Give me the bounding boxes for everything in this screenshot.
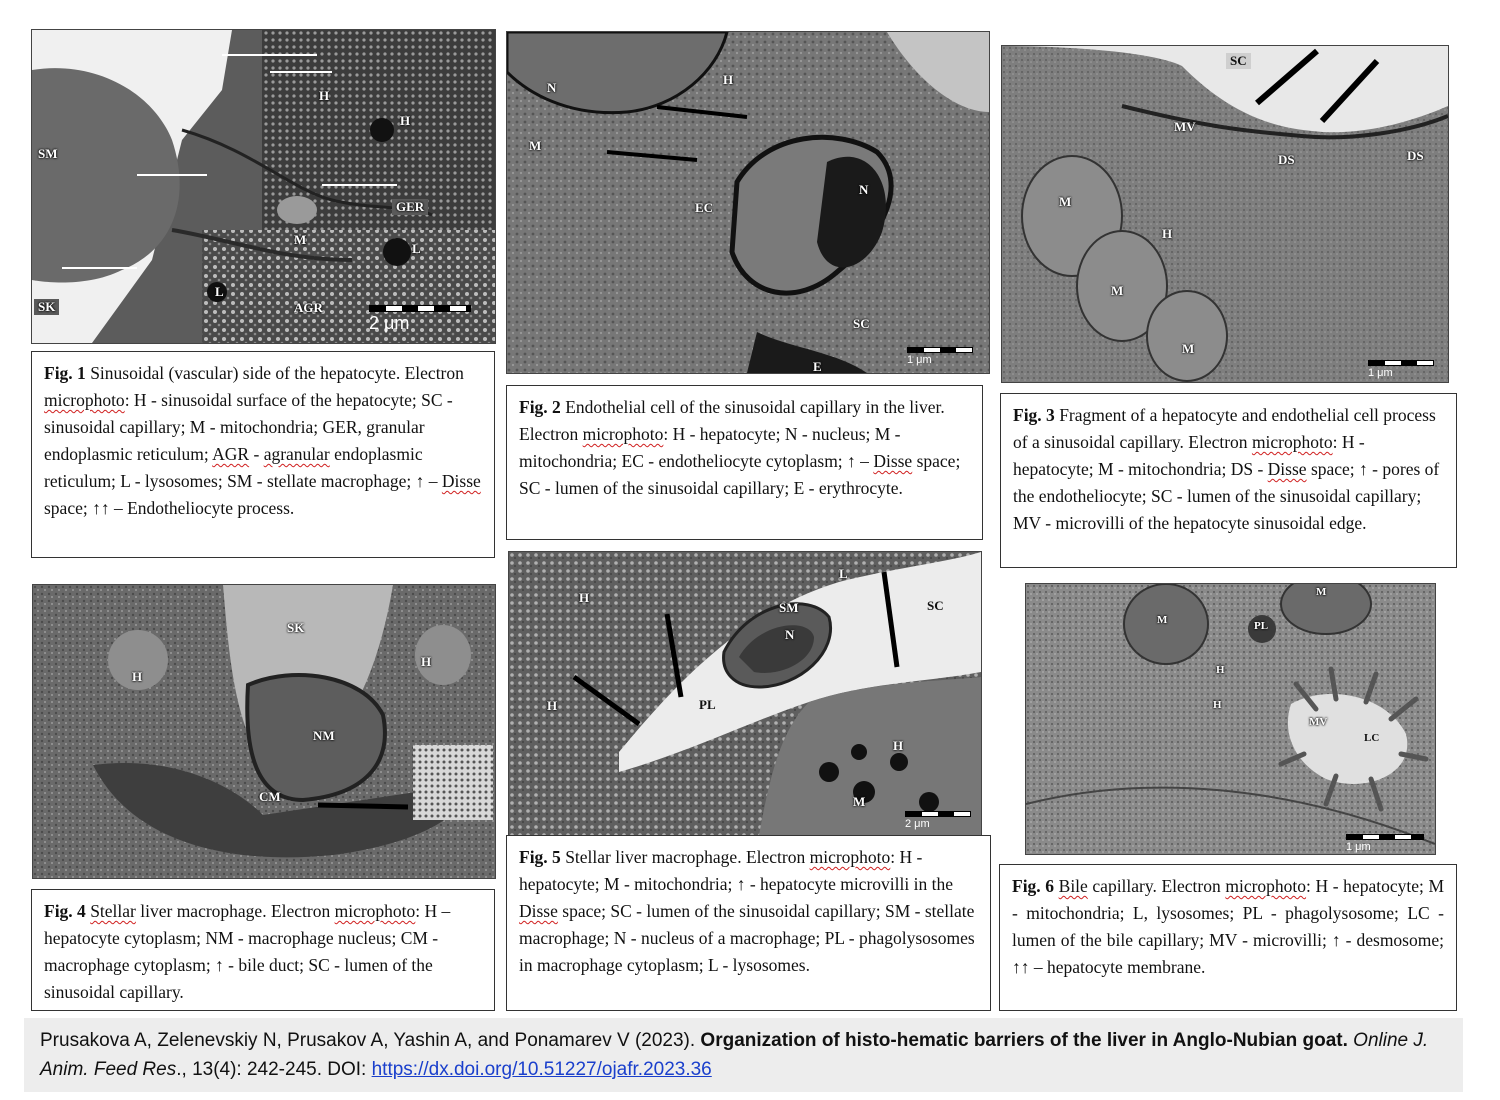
fig1-label-sm: SM <box>38 146 58 161</box>
fig2-label-ec: EC <box>695 200 714 215</box>
citation-footer <box>24 1018 1463 1092</box>
fig6-caption-number: Fig. 6 <box>1012 876 1055 896</box>
citation-doi-link[interactable]: https://dx.doi.org/10.51227/ojafr.2023.36 <box>371 1059 712 1080</box>
caption-text: - <box>249 444 264 464</box>
caption-text: : H - hepatocyte; M - mitochondria; L, lysosomes; PL - phagolysosome; LC - lumen of the bile capillary; MV - microvilli; ↑ - desmosome; ↑↑ – hepatocyte membrane. <box>1012 876 1445 977</box>
fig5-label-h: H <box>547 698 558 713</box>
fig1-label-h: H <box>400 113 411 128</box>
fig6-label-h: H <box>1216 664 1225 676</box>
fig6-label-pl: PL <box>1254 620 1269 632</box>
caption-text: space; ↑↑ – Endotheliocyte process. <box>44 498 295 518</box>
caption-text: : H - sinusoidal surface of the hepatocyte; SC - sinusoidal capillary; M - mitochondria; GER, granular endoplasmic reticulum; <box>44 390 453 464</box>
caption-text: space; ↑ - pores of the endotheliocyte; SC - lumen of the sinusoidal capillary; MV - microvilli of the hepatocyte sinusoidal edge. <box>1013 459 1440 533</box>
fig1-micrograph <box>31 29 496 344</box>
fig1-label-l: L <box>412 241 421 256</box>
caption-word: microphoto <box>809 847 891 867</box>
fig6-micrograph <box>1025 583 1436 855</box>
fig3-caption-number: Fig. 3 <box>1013 405 1055 425</box>
fig2-scale-bar <box>907 347 973 366</box>
fig5-caption <box>506 835 991 1011</box>
fig5-label-h: H <box>579 590 590 605</box>
citation-title: Organization of histo-hematic barriers of the liver in Anglo-Nubian goat. <box>700 1030 1348 1051</box>
fig4-caption-number: Fig. 4 <box>44 901 86 921</box>
fig1-label-h: H <box>319 88 330 103</box>
fig2-label-h: H <box>723 72 734 87</box>
caption-text: space; SC - lumen of the sinusoidal capillary; E - erythrocyte. <box>519 451 961 498</box>
fig5-caption-number: Fig. 5 <box>519 847 561 867</box>
caption-text: : H - hepatocyte; M - mitochondria; DS - <box>1013 432 1365 479</box>
caption-word: Disse <box>1267 459 1307 479</box>
fig3-label-m: M <box>1059 194 1072 209</box>
fig2-micrograph-drawing <box>507 32 989 373</box>
caption-word: Bile <box>1058 876 1088 896</box>
citation-journal: Online J. Anim. Feed Res <box>40 1030 1429 1080</box>
fig3-label-sc: SC <box>1226 53 1251 69</box>
caption-text: Endothelial cell of the sinusoidal capillary in the liver. Electron <box>519 397 945 444</box>
fig3-label-ds: DS <box>1407 148 1424 163</box>
caption-word: Disse <box>441 471 481 491</box>
caption-text: space; SC - lumen of the sinusoidal capillary; SM - stellate macrophage; N - nucleus of a macrophage; PL - phagolysosomes in macrophage cytoplasm; L - lysosomes. <box>519 901 975 975</box>
citation-details: ., 13(4): 242-245. DOI: <box>176 1059 372 1080</box>
caption-word: agranular <box>263 444 330 464</box>
fig3-label-m: M <box>1182 341 1195 356</box>
fig4-label-h: H <box>421 654 432 669</box>
fig3-scale-label: 1 μm <box>1368 367 1393 379</box>
fig3-label-m: M <box>1111 283 1124 298</box>
fig3-micrograph <box>1001 45 1449 383</box>
fig6-label-m: M <box>1157 614 1168 626</box>
fig6-caption <box>999 864 1457 1011</box>
fig5-scale-label: 2 μm <box>905 818 930 830</box>
fig1-scale-label: 2 μm <box>369 313 410 333</box>
caption-word: Stellar <box>90 901 136 921</box>
fig1-label-ger: GER <box>392 199 428 215</box>
caption-word: microphoto <box>582 424 664 444</box>
fig2-caption-number: Fig. 2 <box>519 397 561 417</box>
fig2-micrograph <box>506 31 990 374</box>
caption-word: microphoto <box>1251 432 1333 452</box>
caption-word: microphoto <box>1225 876 1307 896</box>
fig2-label-n: N <box>547 80 557 95</box>
fig5-micrograph <box>508 551 982 836</box>
caption-word: microphoto <box>334 901 416 921</box>
caption-word: Disse <box>519 901 558 921</box>
fig2-label-e: E <box>813 359 822 374</box>
fig5-label-pl: PL <box>699 697 716 712</box>
fig4-label-nm: NM <box>313 728 335 743</box>
fig5-label-sc: SC <box>927 598 944 613</box>
caption-word: Disse <box>873 451 913 471</box>
fig2-label-n: N <box>859 182 869 197</box>
caption-text: Fragment of a hepatocyte and endothelial cell process of a sinusoidal capillary. Electron <box>1013 405 1436 452</box>
fig1-label-agr: AGR <box>294 300 323 315</box>
fig1-caption-number: Fig. 1 <box>44 363 86 383</box>
fig4-label-h: H <box>132 669 143 684</box>
fig5-label-l: L <box>839 566 848 581</box>
fig4-micrograph-drawing <box>33 585 495 878</box>
fig3-caption <box>1000 393 1457 568</box>
citation-authors: Prusakova A, Zelenevskiy N, Prusakov A, Yashin A, and Ponamarev V (2023). <box>40 1030 701 1051</box>
caption-word: microphoto <box>44 390 125 410</box>
fig6-label-h: H <box>1213 699 1222 711</box>
fig3-label-mv: MV <box>1174 119 1196 134</box>
caption-text: : H – hepatocyte cytoplasm; NM - macrophage nucleus; CM - macrophage cytoplasm; ↑ - bile duct; SC - lumen of the sinusoidal capillary. <box>44 901 451 1002</box>
caption-text: capillary. Electron <box>1087 876 1226 896</box>
fig1-label-m: M <box>294 232 307 247</box>
fig2-label-sc: SC <box>853 316 870 331</box>
fig4-label-cm: CM <box>259 789 281 804</box>
caption-text: endoplasmic reticulum; L - lysosomes; SM - stellate macrophage; ↑ – <box>44 444 442 491</box>
fig6-micrograph-drawing <box>1026 584 1435 854</box>
fig5-scale-bar <box>905 811 971 830</box>
fig1-label-l: L <box>215 284 224 299</box>
fig5-label-h: H <box>893 738 904 753</box>
fig6-label-lc: LC <box>1364 732 1380 744</box>
fig2-caption <box>506 385 983 540</box>
fig3-scale-bar <box>1368 360 1434 379</box>
caption-text: : H - hepatocyte; M - mitochondria; ↑ - hepatocyte microvilli in the <box>519 847 953 894</box>
fig3-micrograph-drawing <box>1002 46 1448 382</box>
fig5-label-sm: SM <box>779 600 799 615</box>
fig1-caption <box>31 351 495 558</box>
fig4-label-sk: SK <box>287 620 305 635</box>
fig5-label-m: M <box>853 794 866 809</box>
fig5-label-n: N <box>785 627 795 642</box>
fig6-scale-bar <box>1346 834 1424 853</box>
fig2-scale-label: 1 μm <box>907 354 932 366</box>
caption-text: Sinusoidal (vascular) side of the hepatocyte. Electron <box>85 363 464 383</box>
caption-text: liver macrophage. Electron <box>135 901 335 921</box>
fig6-label-m: M <box>1316 586 1327 598</box>
fig4-micrograph <box>32 584 496 879</box>
fig3-label-ds: DS <box>1278 152 1295 167</box>
fig1-scale-bar <box>369 305 471 334</box>
caption-text: Stellar liver macrophage. Electron <box>560 847 810 867</box>
caption-text: : H - hepatocyte; N - nucleus; M - mitochondria; EC - endotheliocyte cytoplasm; ↑ – <box>519 424 901 471</box>
fig1-micrograph-drawing <box>32 30 495 343</box>
fig6-scale-label: 1 μm <box>1346 841 1371 853</box>
fig6-label-mv: MV <box>1309 716 1328 728</box>
fig4-caption <box>31 889 495 1011</box>
fig2-label-m: M <box>529 138 542 153</box>
fig3-label-h: H <box>1162 226 1173 241</box>
caption-word: AGR <box>212 444 250 464</box>
fig1-label-sk: SK <box>34 299 59 315</box>
